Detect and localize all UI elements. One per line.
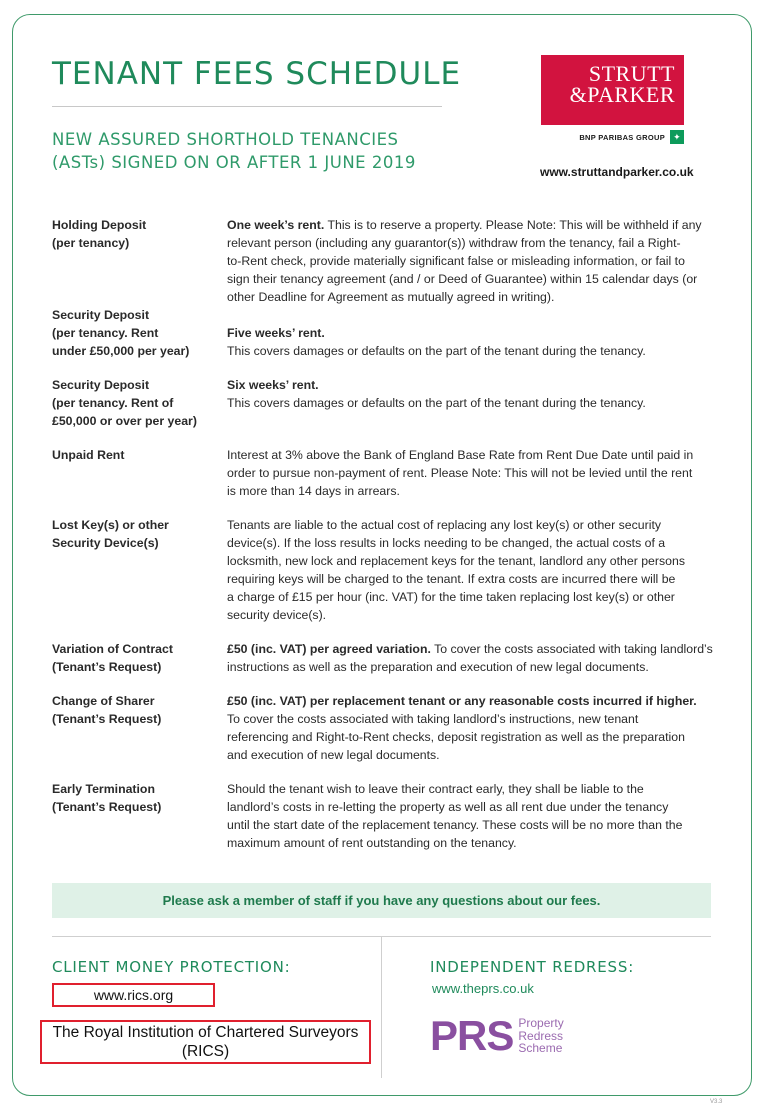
fee-label — [52, 376, 227, 430]
label-line: Early Termination — [52, 782, 155, 796]
fee-amount: £50 (inc. VAT) per agreed variation. — [227, 642, 431, 656]
desc-line: Interest at 3% above the Bank of England Base Rate from Rent Due Date until paid in — [227, 448, 694, 462]
fee-amount: Five weeks’ rent. — [227, 326, 325, 340]
fee-row-lost-keys — [52, 516, 717, 624]
fee-label — [52, 216, 227, 306]
rics-name-box — [40, 1020, 371, 1064]
label-line: (per tenancy) — [52, 236, 130, 250]
prs-word: Scheme — [518, 1041, 563, 1056]
fee-row-early-termination — [52, 780, 717, 852]
label-line: Lost Key(s) or other — [52, 518, 169, 532]
desc-line: This covers damages or defaults on the part of the tenant during the tenancy. — [227, 344, 646, 358]
fee-row-change-of-sharer — [52, 692, 717, 764]
desc-line: referencing and Right-to-Rent checks, deposit registration as well as the preparation — [227, 730, 685, 744]
desc-line: until the start date of the replacement tenancy. These costs will be no more than the — [227, 818, 683, 832]
desc-line: landlord’s costs in re-letting the property as well as all rent due under the tenancy — [227, 800, 669, 814]
fee-label — [52, 692, 227, 764]
label-line: (per tenancy. Rent of — [52, 396, 174, 410]
label-line: Holding Deposit — [52, 218, 147, 232]
desc-line: order to pursue non-payment of rent. Please Note: This will not be levied until the rent — [227, 466, 693, 480]
desc-text: This is to reserve a property. Please Note: This will be withheld if any — [324, 218, 702, 232]
desc-line: maximum amount of rent outstanding on the tenancy. — [227, 836, 517, 850]
prs-word: Redress — [518, 1028, 564, 1043]
rics-website-link[interactable]: www.rics.org — [52, 983, 215, 1007]
fee-row-security-deposit-over — [52, 376, 717, 430]
label-line: Variation of Contract — [52, 642, 173, 656]
prs-logo-words — [518, 1017, 563, 1055]
desc-line: Tenants are liable to the actual cost of replacing any lost key(s) or other security — [227, 518, 662, 532]
label-line: (per tenancy. Rent — [52, 326, 159, 340]
fee-label — [52, 640, 227, 676]
fee-label — [52, 446, 227, 500]
prs-word: Property — [518, 1016, 564, 1031]
page-subtitle — [52, 128, 452, 174]
desc-line: sign their tenancy agreement (and / or Deed of Guarantee) within 15 calendar days (or — [227, 272, 698, 286]
desc-line: This covers damages or defaults on the part of the tenant during the tenancy. — [227, 396, 646, 410]
prs-website-link[interactable]: www.theprs.co.uk — [432, 981, 534, 996]
page-title: TENANT FEES SCHEDULE — [52, 56, 462, 92]
desc-line: a charge of £15 per hour (inc. VAT) for the time taken replacing lost key(s) or other — [227, 590, 675, 604]
client-money-protection-title: CLIENT MONEY PROTECTION: — [52, 958, 291, 976]
subtitle-line: NEW ASSURED SHORTHOLD TENANCIES — [52, 130, 399, 149]
fee-description — [227, 640, 715, 676]
fee-row-holding-deposit — [52, 216, 717, 306]
desc-line — [227, 640, 715, 658]
logo-line: &PARKER — [569, 82, 675, 107]
fee-description — [227, 780, 715, 852]
desc-line: Should the tenant wish to leave their contract early, they shall be liable to the — [227, 782, 644, 796]
strutt-parker-logo — [541, 55, 684, 125]
desc-line: instructions as well as the preparation and execution of new legal documents. — [227, 660, 649, 674]
desc-line: to-Rent check, provide materially significant false or misleading information, or fail to — [227, 254, 685, 268]
fee-description — [227, 376, 715, 430]
label-line: (Tenant’s Request) — [52, 800, 162, 814]
title-divider — [52, 106, 442, 107]
desc-line: requiring keys will be charged to the tenant. If extra costs are incurred there will be — [227, 572, 676, 586]
desc-line: locksmith, new lock and replacement keys for the tenant, landlord any other persons — [227, 554, 685, 568]
prs-logo — [430, 1012, 564, 1059]
fee-row-security-deposit-under — [52, 306, 717, 360]
logo-line: STRUTT — [588, 61, 675, 86]
fee-amount: £50 (inc. VAT) per replacement tenant or any reasonable costs incurred if higher. — [227, 694, 697, 708]
desc-line: To cover the costs associated with taking landlord’s instructions, new tenant — [227, 712, 639, 726]
subtitle-line: (ASTs) SIGNED ON OR AFTER 1 JUNE 2019 — [52, 153, 416, 172]
fee-label — [52, 780, 227, 852]
desc-line: security device(s). — [227, 608, 327, 622]
desc-line — [227, 216, 715, 234]
questions-banner: Please ask a member of staff if you have any questions about our fees. — [52, 883, 711, 918]
fee-amount: Six weeks’ rent. — [227, 378, 319, 392]
label-line: Unpaid Rent — [52, 448, 125, 462]
desc-text: To cover the costs associated with taking landlord’s — [430, 642, 713, 656]
desc-line: relevant person (including any guarantor(s)) withdraw from the tenancy, fail a Right- — [227, 236, 681, 250]
version-label: V3.3 — [710, 1099, 723, 1105]
desc-line: and execution of new legal documents. — [227, 748, 440, 762]
fee-description — [227, 216, 715, 306]
fee-description — [227, 692, 715, 764]
independent-redress-title: INDEPENDENT REDRESS: — [430, 958, 635, 976]
prs-logo-letters: PRS — [430, 1012, 514, 1059]
fee-row-unpaid-rent — [52, 446, 717, 500]
footer-column-divider — [381, 936, 382, 1078]
desc-line: is more than 14 days in arrears. — [227, 484, 400, 498]
rics-name-line: (RICS) — [181, 1043, 230, 1060]
label-line: Security Deposit — [52, 378, 150, 392]
label-line: under £50,000 per year) — [52, 344, 190, 358]
label-line: (Tenant’s Request) — [52, 660, 162, 674]
fee-description — [227, 446, 715, 500]
bnp-star-icon: ✦ — [670, 130, 684, 144]
label-line: Security Deposit — [52, 308, 150, 322]
fees-table — [52, 216, 717, 868]
fee-amount: One week’s rent. — [227, 218, 325, 232]
fee-label — [52, 306, 227, 360]
desc-line: other Deadline for Agreement as mutually agreed in writing). — [227, 290, 555, 304]
company-website-link[interactable]: www.struttandparker.co.uk — [540, 165, 694, 179]
desc-line: device(s). If the loss results in locks needing to be changed, the actual costs of a — [227, 536, 666, 550]
fee-row-variation-of-contract — [52, 640, 717, 676]
bnp-group-text: BNP PARIBAS GROUP — [579, 132, 665, 142]
fee-label — [52, 516, 227, 624]
label-line: Change of Sharer — [52, 694, 155, 708]
rics-name-line: The Royal Institution of Chartered Surveyors — [52, 1024, 359, 1041]
fee-description — [227, 516, 715, 624]
label-line: Security Device(s) — [52, 536, 159, 550]
label-line: (Tenant’s Request) — [52, 712, 162, 726]
bnp-group-label — [541, 130, 684, 144]
label-line: £50,000 or over per year) — [52, 414, 197, 428]
fee-description — [227, 306, 715, 360]
